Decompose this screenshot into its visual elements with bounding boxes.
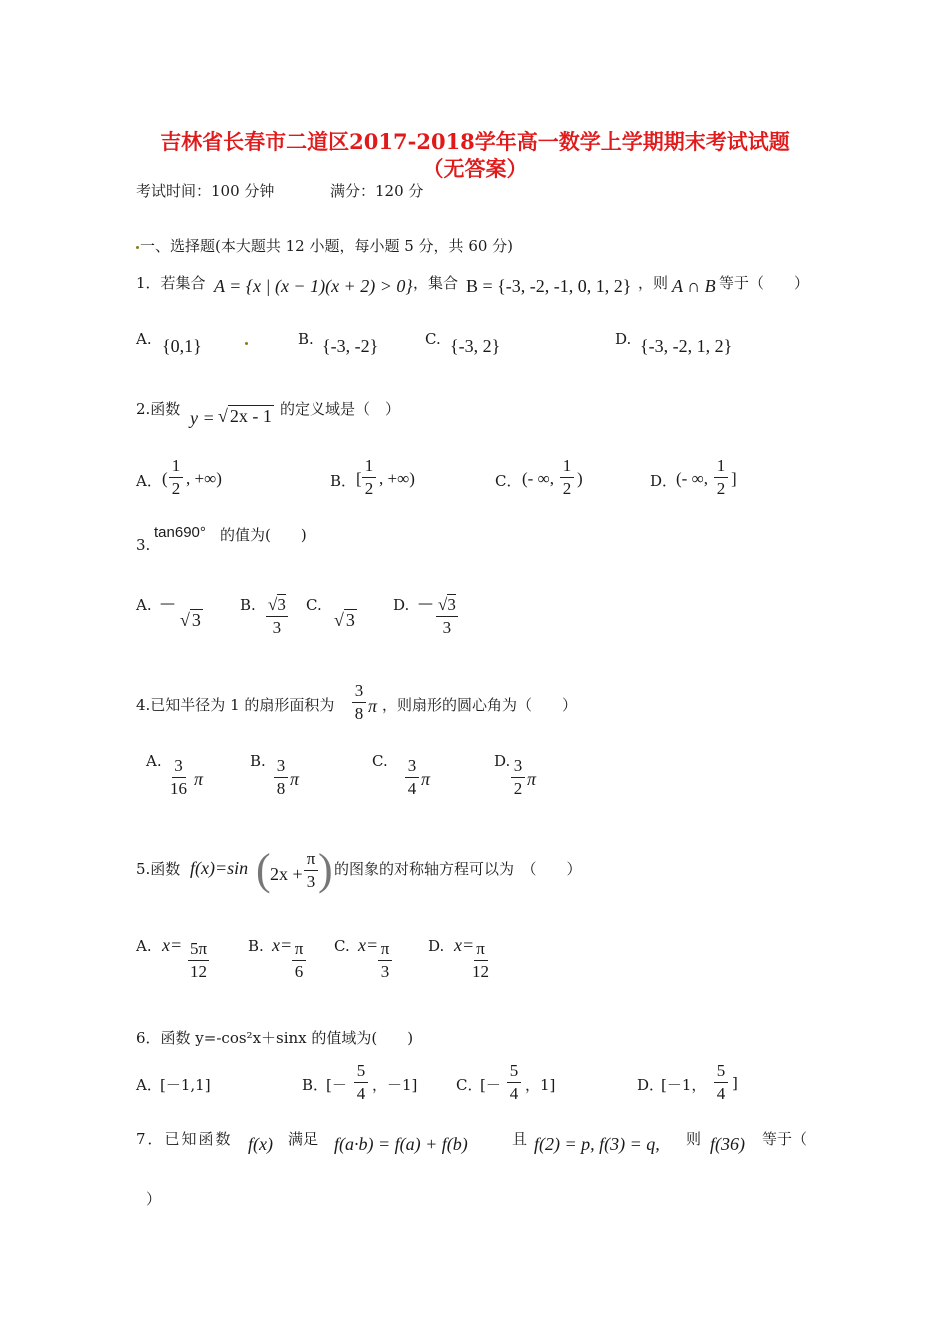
q4-option-c-pi: π — [421, 769, 431, 789]
q6-option-d-open: [－1， — [661, 1076, 707, 1094]
q4-option-a-pi: π — [194, 769, 204, 789]
q3-suffix: 的值为( ) — [220, 526, 307, 544]
q1-option-b-value: {-3, -2} — [322, 336, 379, 356]
q1-option-b-label: B. — [298, 330, 314, 348]
q6-option-b-label: B． — [302, 1076, 329, 1094]
q2-suffix: 的定义域是（ ） — [280, 400, 401, 418]
q1-set-b: B = {-3, -2, -1, 0, 1, 2} — [466, 276, 632, 296]
q5-option-d-label: D. — [428, 937, 445, 955]
q6-text: 6．函数 y=-cos²x＋sinx 的值域为( ) — [136, 1029, 414, 1047]
q7-mid2: 且 — [512, 1130, 528, 1148]
q3-number: 3. — [136, 536, 151, 554]
q4-option-d-pi: π — [527, 769, 537, 789]
q7-prefix: 7．已知函数 — [136, 1130, 233, 1148]
q1-mid: ，集合 — [413, 274, 459, 292]
q2-lhs: y = — [190, 408, 215, 428]
q5-func: f(x)=sin — [190, 858, 249, 878]
q4-pi: π — [368, 696, 378, 716]
q7-eq: f(a·b) = f(a) + f(b) — [334, 1134, 468, 1154]
q3-option-a-sqrt: √ 3 — [180, 610, 201, 630]
q6-option-d-label: D． — [637, 1076, 665, 1094]
q5-option-d-lhs: x= — [454, 935, 475, 955]
q1-set-a: A = {x | (x − 1)(x + 2) > 0} — [214, 276, 413, 296]
page-subtitle: （无答案） — [422, 156, 528, 181]
q2-option-a-rest: , +∞) — [186, 469, 222, 488]
q1-option-c-value: {-3, 2} — [450, 336, 501, 356]
q5-inner: 2x + — [270, 864, 303, 884]
q4-option-b-label: B. — [250, 752, 266, 770]
q5-option-b-lhs: x= — [272, 935, 293, 955]
page-title: 吉林省长春市二道区2017-2018学年高一数学上学期期末考试试题 — [160, 129, 790, 154]
q6-option-a-label: A． — [136, 1076, 162, 1094]
q3-option-b-fraction: $\frac{√3}{3}$ — [268, 595, 286, 637]
q5-prefix: 5.函数 — [136, 860, 181, 878]
q7-mid1: 满足 — [288, 1130, 319, 1148]
q1-option-d-value: {-3, -2, 1, 2} — [640, 336, 733, 356]
q7-f: f(x) — [248, 1134, 273, 1154]
q2-option-a-fraction: $\frac{1}{2}$ — [169, 457, 183, 498]
q2-option-c-fraction: $\frac{1}{2}$ — [560, 457, 574, 498]
speck-mark — [136, 246, 139, 249]
q6-option-b-rest: ，－1] — [372, 1076, 418, 1094]
q6-option-b-fraction: $\frac{5}{4}$ — [354, 1062, 368, 1103]
q2-option-c-label: C． — [495, 472, 522, 490]
q1-expr: A ∩ B — [672, 276, 716, 296]
section-heading: 一、选择题(本大题共 12 小题，每小题 5 分，共 60 分) — [140, 237, 514, 255]
q5-suffix: 的图象的对称轴方程可以为 （ ） — [334, 860, 582, 878]
q6-option-d-fraction: $\frac{5}{4}$ — [714, 1062, 728, 1103]
q6-option-d-rest: ] — [732, 1074, 738, 1092]
q6-option-a-value: [－1,1] — [160, 1076, 211, 1094]
q5-option-b-fraction: $\frac{\pi}{6}$ — [292, 940, 306, 981]
q1-option-c-label: C. — [425, 330, 441, 348]
q5-option-c-label: C. — [334, 937, 350, 955]
q1-option-d-label: D. — [615, 330, 632, 348]
q2-option-a-label: A． — [136, 472, 162, 490]
q4-option-b-fraction: $\frac{3}{8}$ — [274, 757, 288, 798]
q4-option-d-label: D. — [494, 752, 511, 770]
q4-option-c-fraction: $\frac{3}{4}$ — [405, 757, 419, 798]
q1-option-a-value: {0,1} — [162, 336, 202, 356]
q4-option-b-pi: π — [290, 769, 300, 789]
q5-left-paren: ( — [256, 845, 271, 894]
full-score: 满分：120 分 — [330, 182, 424, 200]
q2-option-d-open: (- ∞, — [676, 469, 708, 488]
q2-option-b-label: B． — [330, 472, 357, 490]
q3-option-a-label: A. — [136, 596, 152, 614]
q7-cond: f(2) = p, f(3) = q, — [534, 1134, 660, 1154]
q7-continuation: ） — [146, 1190, 162, 1208]
q4-prefix: 4.已知半径为 1 的扇形面积为 — [136, 696, 335, 714]
q6-option-b-open: [－ — [326, 1076, 347, 1094]
q3-option-d-minus: — — [418, 594, 433, 612]
q3-expr: tan690° — [154, 524, 206, 541]
q2-option-b-rest: , +∞) — [379, 469, 415, 488]
q1-suffix: 等于（ ） — [719, 274, 810, 292]
q5-option-d-fraction: $\frac{\pi}{12}$ — [472, 939, 489, 981]
q3-option-a-minus: — — [160, 594, 175, 612]
q3-option-c-label: C. — [306, 596, 322, 614]
q1-option-a-label: A. — [136, 330, 152, 348]
q2-option-d-fraction: $\frac{1}{2}$ — [714, 457, 728, 498]
q2-radicand: 2x - 1 — [229, 406, 272, 426]
q2-option-b-fraction: $\frac{1}{2}$ — [362, 457, 376, 498]
q4-fraction: $\frac{3}{8}$ — [352, 682, 366, 723]
q2-option-c-open: (- ∞, — [522, 469, 554, 488]
exam-time: 考试时间：100 分钟 — [136, 182, 275, 200]
q2-sqrt: √ 2x - 1 — [218, 406, 272, 426]
q5-option-a-label: A. — [136, 937, 152, 955]
q2-option-d-rest: ] — [731, 469, 737, 488]
q5-option-a-lhs: x= — [162, 935, 183, 955]
q1-then: ，则 — [638, 274, 669, 292]
q5-fraction: $\frac{\pi}{3}$ — [304, 850, 318, 891]
q4-option-a-fraction: $\frac{3}{16}$ — [170, 756, 187, 798]
q7-suffix: 等于（ — [762, 1130, 808, 1148]
q4-option-a-label: A. — [146, 752, 162, 770]
q5-option-a-fraction: $\frac{5\pi}{12}$ — [190, 939, 208, 981]
q6-option-c-label: C． — [456, 1076, 483, 1094]
q2-option-b-open: [ — [356, 469, 362, 488]
q6-option-c-open: [－ — [480, 1076, 501, 1094]
q6-option-c-fraction: $\frac{5}{4}$ — [507, 1062, 521, 1103]
q4-suffix: ，则扇形的圆心角为（ ） — [382, 696, 578, 714]
q5-option-c-lhs: x= — [358, 935, 379, 955]
q4-option-c-label: C. — [372, 752, 388, 770]
q7-mid3: 则 — [686, 1130, 702, 1148]
q3-option-d-label: D. — [393, 596, 410, 614]
q5-option-c-fraction: $\frac{\pi}{3}$ — [378, 940, 392, 981]
q1-prefix: 1．若集合 — [136, 274, 206, 292]
speck-mark — [245, 342, 248, 345]
q6-option-c-rest: ，1] — [525, 1076, 556, 1094]
q3-option-d-fraction: $\frac{√3}{3}$ — [438, 595, 456, 637]
q2-option-c-rest: ) — [577, 469, 583, 488]
q3-option-c-sqrt: √ 3 — [334, 610, 355, 630]
q2-option-d-label: D． — [650, 472, 678, 490]
q2-prefix: 2.函数 — [136, 400, 181, 418]
q3-option-b-label: B. — [240, 596, 256, 614]
q5-option-b-label: B. — [248, 937, 264, 955]
q7-target: f(36) — [710, 1134, 745, 1154]
q2-option-a-open: ( — [162, 469, 168, 488]
q5-right-paren: ) — [318, 845, 333, 894]
q4-option-d-fraction: $\frac{3}{2}$ — [511, 757, 525, 798]
